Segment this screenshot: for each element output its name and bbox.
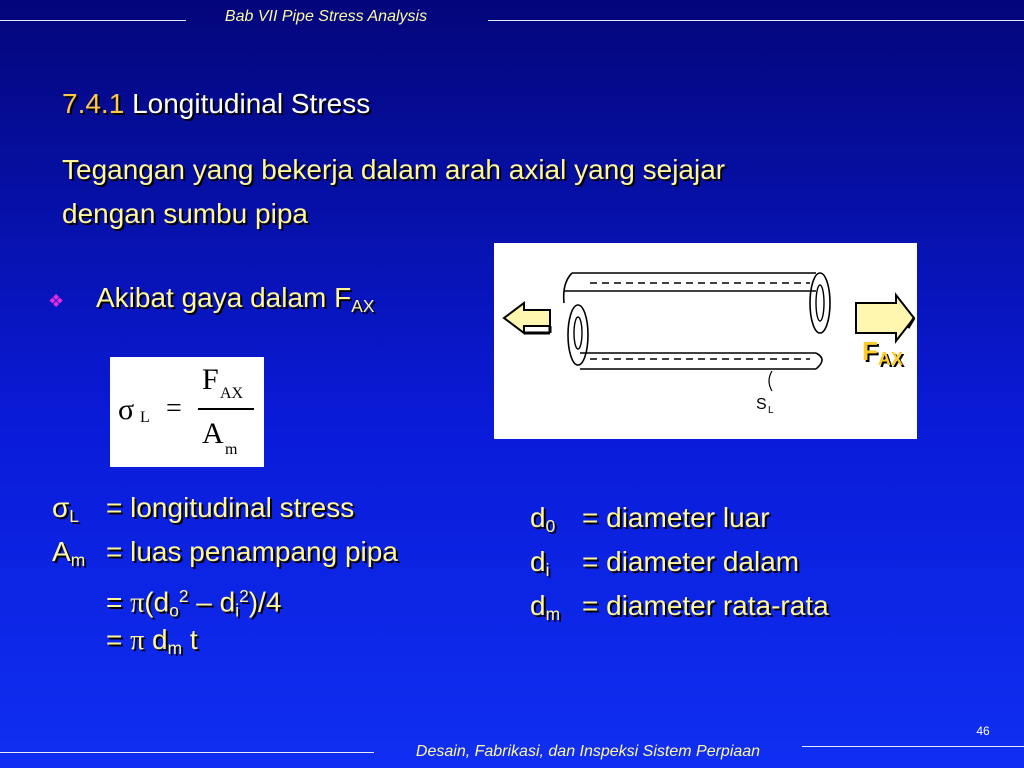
sl-label: S	[756, 396, 767, 413]
definition-symbol: $d_i$	[530, 546, 550, 580]
sl-subscript: L	[768, 405, 774, 416]
right-arrow-icon	[856, 295, 914, 341]
formula-sigma-sub: L	[140, 409, 150, 426]
formula-numerator: F	[202, 363, 219, 396]
pipe-diagram	[494, 243, 917, 439]
page-number: 46	[976, 724, 990, 738]
formula-equals: =	[166, 393, 182, 424]
force-label-sub: AX	[877, 349, 903, 370]
footer-line-left	[0, 752, 374, 753]
description-line-1: Tegangan yang bekerja dalam arah axial yang sejajar	[62, 154, 726, 185]
definition-value: = longitudinal stress	[106, 492, 355, 523]
formula-fraction-bar	[198, 408, 254, 410]
definition-value: = diameter dalam	[582, 546, 800, 577]
section-number: 7.4.1	[62, 88, 125, 119]
section-title-text: Longitudinal Stress	[132, 88, 371, 119]
footer-line-right	[802, 746, 1024, 747]
bullet-text: Akibat gaya dalam F	[96, 282, 352, 313]
definition-symbol: $d_0$	[530, 502, 556, 536]
formula-box	[110, 357, 264, 467]
formula-denominator: A	[202, 417, 224, 450]
definition-symbol: $\sigma_L$	[52, 492, 79, 526]
definition-value: = luas penampang pipa	[106, 536, 398, 567]
force-label-text: F	[862, 336, 878, 366]
bullet-subscript: AX	[351, 295, 375, 316]
description-line-2: dengan sumbu pipa	[62, 198, 308, 229]
definition-value: = diameter luar	[582, 502, 770, 533]
formula-denominator-sub: m	[225, 441, 238, 458]
formula-numerator-sub: AX	[220, 385, 244, 402]
area-formula: = $\pi(d_o^2 - d_i^2)/4$	[106, 586, 282, 621]
diamond-bullet-icon: ❖	[48, 291, 65, 311]
definition-symbol: $d_m$	[530, 590, 561, 624]
description	[62, 148, 902, 236]
area-approx-formula: = π $d_m$ t	[106, 624, 198, 658]
definition-value: = diameter rata-rata	[582, 590, 829, 621]
header-line-left	[0, 20, 186, 21]
header-title: Bab VII Pipe Stress Analysis	[224, 8, 428, 25]
header-line-right	[488, 20, 1024, 21]
formula-sigma: σ	[118, 393, 135, 426]
pipe-drawing	[494, 243, 917, 439]
section-title	[62, 88, 370, 120]
left-arrow-icon	[504, 303, 550, 333]
definition-symbol: $A_m$	[52, 536, 86, 570]
footer-title: Desain, Fabrikasi, dan Inspeksi Sistem Perpiaan	[415, 743, 761, 760]
bullet-item	[96, 282, 374, 317]
force-label	[862, 336, 903, 370]
